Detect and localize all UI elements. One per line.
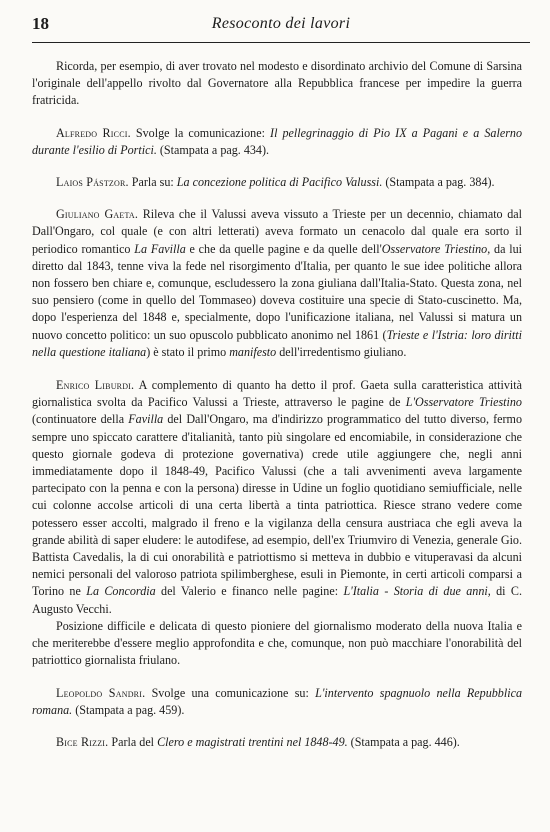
page-body — [32, 58, 522, 751]
page-number: 18 — [32, 14, 49, 33]
paragraph-ricci: Alfredo Ricci. Svolge la comunicazione: Il pellegrinaggio di Pio IX a Pagani e a Salerno durante l'esilio di Portici. (Stampata a pag. 434). — [32, 125, 523, 157]
speaker-name: Bice Rizzi. — [56, 734, 109, 749]
page-header — [32, 14, 530, 36]
paragraph-gaeta: Giuliano Gaeta. Rileva che il Valussi aveva vissuto a Trieste per un decennio, chiamato dal Dall'Ongaro, col quale (e con altri letterati) aveva formato un cenacolo dal quale era sorto il periodico romantico La Favilla e che da quelle pagine e da quelle dell'Osservatore Triestino, da lui diretto dal 1843, tenne viva la fede nel risorgimento d'Italia, per quanto le sue idee politiche allora non fossero ben chiare e, comunque, escludessero la zona giuliana dall'Italia-Stato. Questa zona, nel suo pensiero (come in quello del Tommaseo) doveva costituire una specie di Stato-cuscinetto. Ma, dopo l'esperienza del 1848 e, specialmente, dopo l'unificazione italiana, nel Valussi si matura un nuovo concetto politico: un suo opuscolo pubblicato anonimo nel 1861 (Trieste e l'Istria: loro diritti nella questione italiana) è stato il primo manifesto dell'irredentismo giuliano. — [32, 207, 522, 359]
paragraph-continuation — [32, 58, 522, 110]
speaker-name: Leopoldo Sandri. — [56, 685, 146, 700]
paragraph-rizzi: Bice Rizzi. Parla del Clero e magistrati trentini nel 1848-49. (Stampata a pag. 446). — [56, 734, 460, 749]
communication-title: L'intervento spagnuolo nella Repubblica romana. — [32, 685, 522, 717]
header-rule — [32, 42, 530, 43]
communication-title: Il pellegrinaggio di Pio IX a Pagani e a Salerno durante l'esilio di Portici. — [32, 125, 523, 157]
speaker-name: Laios Pástzor. — [56, 175, 129, 190]
paragraph-pastzor: Laios Pástzor. Parla su: La concezione politica di Pacifico Valussi. (Stampata a pag. 384). — [56, 175, 495, 190]
communication-title: Clero e magistrati trentini nel 1848-49. — [157, 734, 348, 749]
paragraph-liburdi: Enrico Liburdi. A complemento di quanto ha detto il prof. Gaeta sulla caratteristica attività giornalistica svolta da Pacifico Valussi a Trieste, attraverso le pagine de L'Osservatore Triestino (continuatore della Favilla del Dall'Ongaro, ma d'indirizzo programmatico del tutto diverso, fermo sempre uno spiccato carattere d'italianità, tanto più singolare ed encomiabile, in considerazione che questo giornale godeva di protezione governativa) crede utile aggiungere che, negli anni immediatamente dopo il 1848-49, Pacifico Valussi (che a tali avvenimenti aveva largamente partecipato con la penna e con la persona) diresse in Udine un foglio quotidiano semiufficiale, nelle cui colonne accolse articoli di una certa libertà a tinta patriottica. Riesce strano vedere come potessero esser accolti, malgrado il freno e la vigilanza della censura austriaca che egli aveva la grande abilità di saper eludere: le autodifese, ad esempio, dell'ex Triumviro di Venezia, generale Gio. Battista Cavedalis, la di cui onorabilità e patriottismo si metteva in dubbio e vituperavasi da alcuni nemici personali del valoroso patriota spilimberghese, esuli in Piemonte, in certi articoli comparsi a Torino ne La Concordia del Valerio e financo nelle pagine: L'Italia - Storia di due anni, di C. Augusto Vecchi. — [32, 378, 523, 616]
paragraph-sandri: Leopoldo Sandri. Svolge una comunicazione su: L'intervento spagnuolo nella Repubblica romana. (Stampata a pag. 459). — [32, 685, 522, 717]
speaker-name: Enrico Liburdi. — [56, 378, 135, 393]
paragraph-posizione — [32, 618, 522, 670]
paragraph-text: Posizione difficile e delicata di questo pioniere del giornalismo moderato della nuova Italia e che meriterebbe d'essere meglio approfondita e che, comunque, non può macchiare l'onorabilità del patriottico giornalista friulano. — [32, 618, 522, 668]
speaker-name: Alfredo Ricci. — [56, 125, 131, 140]
paragraph-text: Ricorda, per esempio, di aver trovato nel modesto e disordinato archivio del Comune di Sarsina l'originale dell'appello rivolto dal Governatore alla Repubblica francese per impedire la guerra fratricida. — [32, 59, 522, 108]
speaker-name: Giuliano Gaeta. — [56, 207, 139, 222]
communication-title: La concezione politica di Pacifico Valussi. — [176, 175, 383, 190]
running-title: Resoconto dei lavori — [211, 15, 351, 32]
